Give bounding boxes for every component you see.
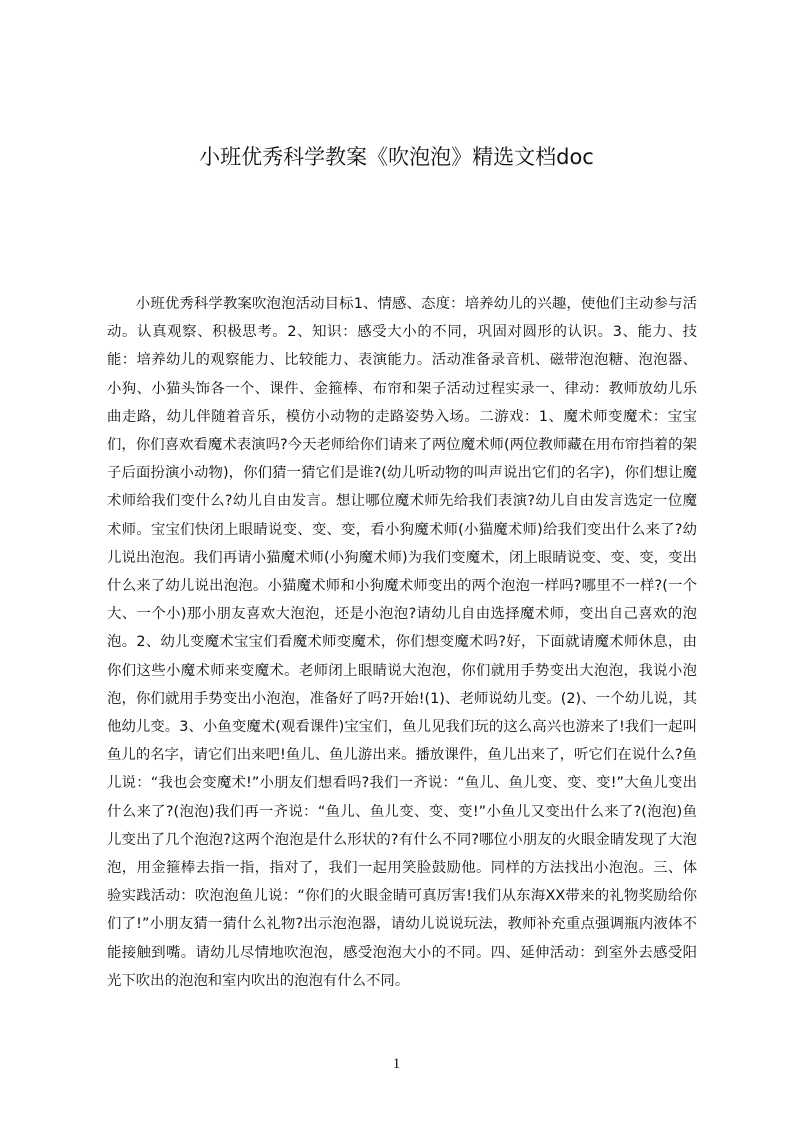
document-title: 小班优秀科学教案《吹泡泡》精选文档doc (199, 145, 594, 169)
page-number: 1 (392, 1056, 401, 1072)
body-paragraph: 小班优秀科学教案吹泡泡活动目标1、情感、态度：培养幼儿的兴趣，使他们主动参与活动。认真观察、积极思考。2、知识：感受大小的不同，巩固对圆形的认识。3、能力、技能：培养幼儿的观察能力、比较能力、表演能力。活动准备录音机、磁带泡泡糖、泡泡器、小狗、小猫头饰各一个、课件、金箍棒、布帘和架子活动过程实录一、律动：教师放幼儿乐曲走路，幼儿伴随着音乐，模仿小动物的走路姿势入场。二游戏：1、魔术师变魔术：宝宝们，你们喜欢看魔术表演吗?今天老师给你们请来了两位魔术师(两位教师藏在用布帘挡着的架子后面扮演小动物)，你们猜一猜它们是谁?(幼儿听动物的叫声说出它们的名字)，你们想让魔术师给我们变什么?幼儿自由发言。想让哪位魔术师先给我们表演?幼儿自由发言选定一位魔术师。宝宝们快闭上眼睛说变、变、变，看小狗魔术师(小猫魔术师)给我们变出什么来了?幼儿说出泡泡。我们再请小猫魔术师(小狗魔术师)为我们变魔术，闭上眼睛说变、变、变，变出什么来了幼儿说出泡泡。小猫魔术师和小狗魔术师变出的两个泡泡一样吗?哪里不一样?(一个大、一个小)那小朋友喜欢大泡泡，还是小泡泡?请幼儿自由选择魔术师，变出自己喜欢的泡泡。2、幼儿变魔术宝宝们看魔术师变魔术，你们想变魔术吗?好，下面就请魔术师休息，由你们这些小魔术师来变魔术。老师闭上眼睛说大泡泡，你们就用手势变出大泡泡，我说小泡泡，你们就用手势变出小泡泡，准备好了吗?开始!(1)、老师说幼儿变。(2)、一个幼儿说，其他幼儿变。3、小鱼变魔术(观看课件)宝宝们，鱼儿见我们玩的这么高兴也游来了!我们一起叫鱼儿的名字，请它们出来吧!鱼儿、鱼儿游出来。播放课件，鱼儿出来了，听它们在说什么?鱼儿说：“我也会变魔术!”小朋友们想看吗?我们一齐说：“鱼儿、鱼儿变、变、变!”大鱼儿变出什么来了?(泡泡)我们再一齐说：“鱼儿、鱼儿变、变、变!”小鱼儿又变出什么来了?(泡泡)鱼儿变出了几个泡泡?这两个泡泡是什么形状的?有什么不同?哪位小朋友的火眼金睛发现了大泡泡，用金箍棒去指一指，指对了，我们一起用笑脸鼓励他。同样的方法找出小泡泡。三、体验实践活动：吹泡泡鱼儿说：“你们的火眼金睛可真厉害!我们从东海XX带来的礼物奖励给你们了!”小朋友猜一猜什么礼物?出示泡泡器，请幼儿说说玩法，教师补充重点强调瓶内液体不能接触到嘴。请幼儿尽情地吹泡泡，感受泡泡大小的不同。四、延伸活动：到室外去感受阳光下吹出的泡泡和室内吹出的泡泡有什么不同。 (107, 296, 697, 989)
